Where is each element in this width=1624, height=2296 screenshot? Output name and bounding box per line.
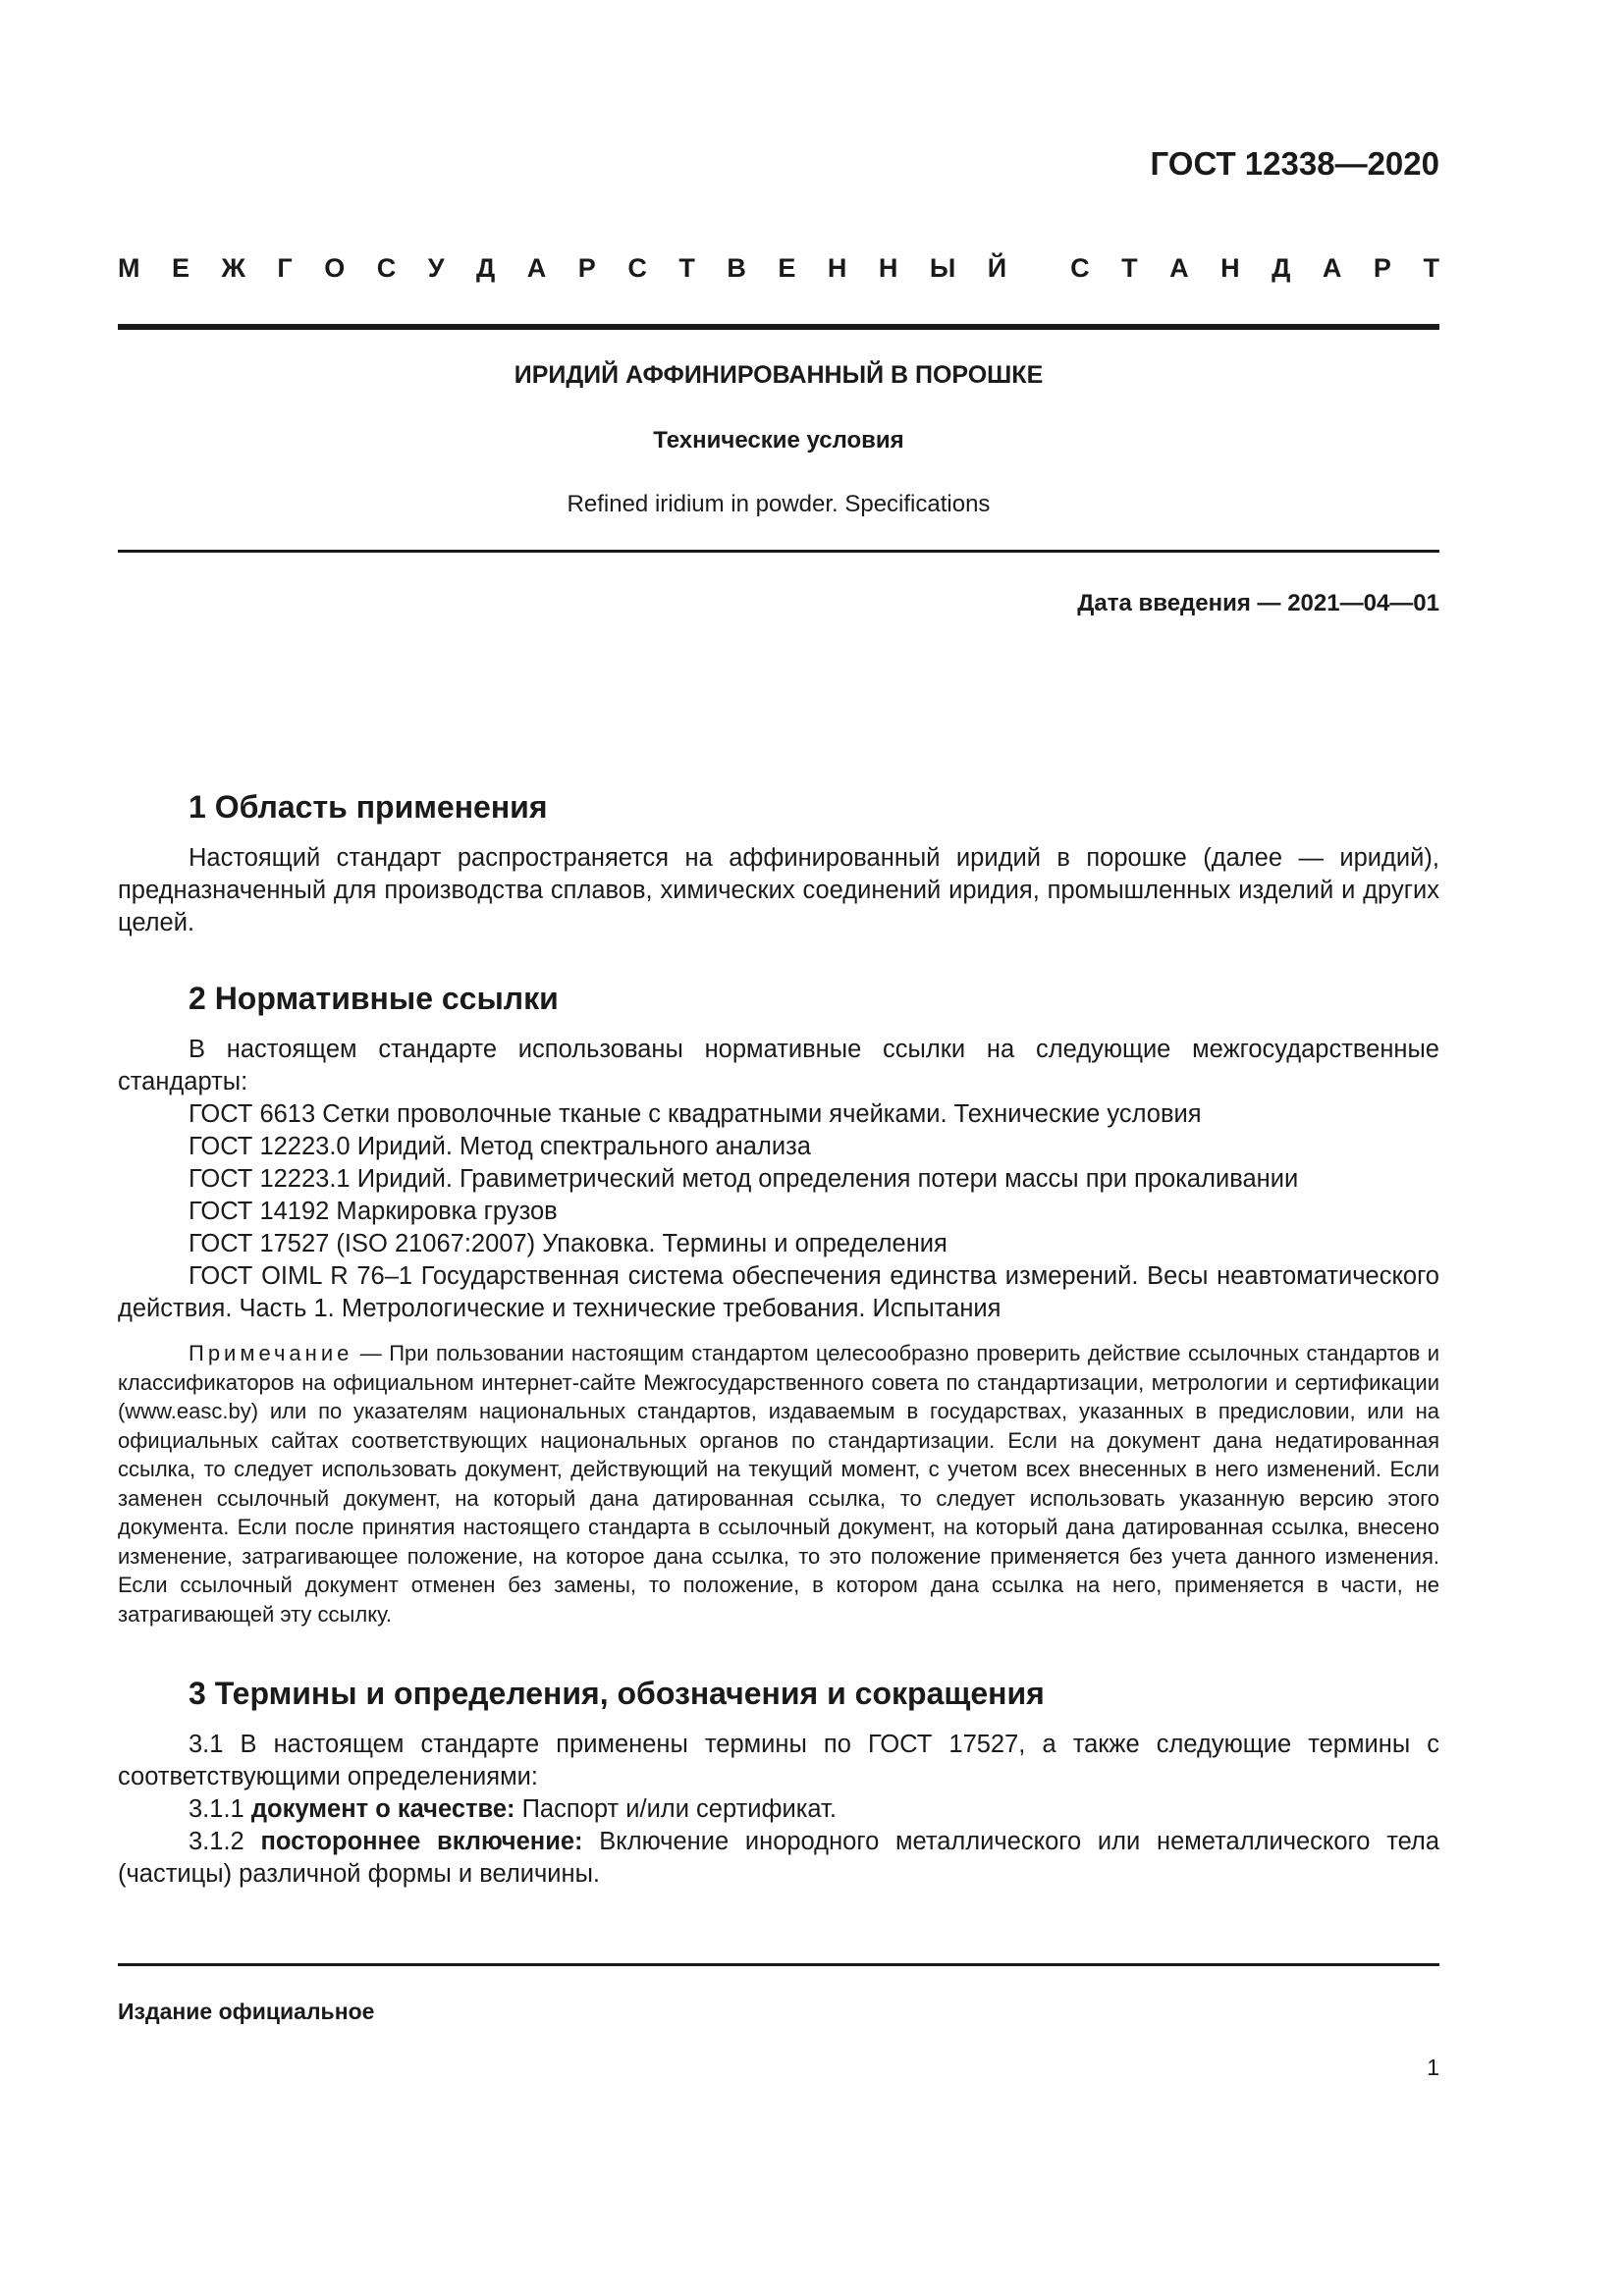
standard-type-letter: Р bbox=[1373, 253, 1391, 283]
document-body bbox=[118, 785, 1439, 1891]
reference-item: ГОСТ 17527 (ISO 21067:2007) Упаковка. Термины и определения bbox=[189, 1230, 947, 1257]
term: документ о качестве: bbox=[250, 1795, 515, 1823]
note-label: Примечание bbox=[189, 1341, 353, 1365]
introduction-date: Дата введения — 2021—04—01 bbox=[1077, 590, 1439, 616]
standard-type-letter: А bbox=[1322, 253, 1342, 283]
section-1-heading: 1 Область применения bbox=[189, 789, 548, 825]
standard-number: ГОСТ 12338—2020 bbox=[1150, 145, 1439, 182]
section-2-note bbox=[118, 1339, 1439, 1629]
standard-type-letter: Н bbox=[1220, 253, 1240, 283]
document-title-english: Refined iridium in powder. Specifications bbox=[567, 491, 991, 517]
reference-item: ГОСТ 12223.1 Иридий. Гравиметрический метод определения потери массы при прокаливании bbox=[189, 1165, 1299, 1193]
title-divider bbox=[118, 550, 1439, 553]
standard-type-letter: В bbox=[727, 253, 746, 283]
standard-type-letter: А bbox=[526, 253, 547, 283]
term: постороннее включение: bbox=[260, 1828, 583, 1855]
standard-type-letter: Е bbox=[778, 253, 796, 283]
standard-type-letter: Г bbox=[277, 253, 293, 283]
section-3-heading: 3 Термины и определения, обозначения и сокращения bbox=[189, 1676, 1045, 1711]
standard-type-letter: Р bbox=[577, 253, 596, 283]
standard-type-letter: Т bbox=[678, 253, 695, 283]
standard-type-letter: Ж bbox=[221, 253, 245, 283]
clause-3-1-2 bbox=[118, 1826, 1439, 1891]
standard-type-letter: Н bbox=[827, 253, 847, 283]
reference-item: ГОСТ OIML R 76–1 Государственная система обеспечения единства измерений. Весы неавтоматического действия. Часть 1. Метрологические и технические требования. Испытания bbox=[118, 1262, 1439, 1322]
standard-type-letter: А bbox=[1169, 253, 1189, 283]
section-2-heading: 2 Нормативные ссылки bbox=[189, 981, 559, 1016]
standard-type-letter: Т bbox=[1423, 253, 1439, 283]
reference-item: ГОСТ 6613 Сетки проволочные тканые с квадратными ячейками. Технические условия bbox=[189, 1100, 1202, 1128]
clause-number: 3.1.1 bbox=[189, 1795, 251, 1823]
clause-3-1: 3.1 В настоящем стандарте применены термины по ГОСТ 17527, а также следующие термины с соответствующими определениями: bbox=[118, 1731, 1439, 1790]
term-definition: Паспорт и/или сертификат. bbox=[514, 1795, 837, 1823]
standard-type bbox=[118, 253, 1439, 284]
standard-type-letter: Й bbox=[987, 253, 1007, 283]
standard-type-letter: Т bbox=[1121, 253, 1138, 283]
standard-type-letter: С bbox=[627, 253, 647, 283]
page-number: 1 bbox=[1427, 2055, 1439, 2080]
section-2-intro: В настоящем стандарте использованы нормативные ссылки на следующие межгосударственные стандарты: bbox=[118, 1036, 1439, 1095]
clause-number: 3.1.2 bbox=[189, 1828, 261, 1855]
footer-divider bbox=[118, 1963, 1439, 1966]
header-divider bbox=[118, 324, 1439, 330]
reference-item: ГОСТ 12223.0 Иридий. Метод спектрального анализа bbox=[189, 1133, 811, 1160]
note-text: — При пользовании настоящим стандартом целесообразно проверить действие ссылочных стандартов и классификаторов на официальном интернет-сайте Межгосударственного совета по стандартизации, метрологии и сертификации (www.easc.by) или по указателям национальных стандартов, издаваемым в государствах, указанных в предисловии, или на официальных сайтах соответствующих национальных органов по стандартизации. Если на документ дана недатированная ссылка, то следует использовать документ, действующий на текущий момент, с учетом всех внесенных в него изменений. Если заменен ссылочный документ, на который дана датированная ссылка, то следует использовать указанную версию этого документа. Если после принятия настоящего стандарта в ссылочный документ, на который дана датированная ссылка, внесено изменение, затрагивающее положение, на которое дана ссылка, то это положение применяется без учета данного изменения. Если ссылочный документ отменен без замены, то положение, в котором дана ссылка на него, применяется в части, не затрагивающей эту ссылку. bbox=[118, 1341, 1439, 1627]
standard-type-letter: Е bbox=[172, 253, 190, 283]
section-1-text: Настоящий стандарт распространяется на аффинированный иридий в порошке (далее — иридий), предназначенный для производства сплавов, химических соединений иридия, промышленных изделий и других целей. bbox=[118, 844, 1439, 936]
standard-type-letter: У bbox=[427, 253, 445, 283]
standard-type-letter: О bbox=[324, 253, 346, 283]
standard-type-letter: Д bbox=[476, 253, 496, 283]
standard-type-letter: Ы bbox=[929, 253, 956, 283]
standard-type-letter: Н bbox=[878, 253, 898, 283]
standard-type-letter: С bbox=[376, 253, 397, 283]
reference-item: ГОСТ 14192 Маркировка грузов bbox=[189, 1198, 558, 1225]
document-title: ИРИДИЙ АФФИНИРОВАННЫЙ В ПОРОШКЕ bbox=[514, 361, 1044, 389]
standard-type-letter: С bbox=[1070, 253, 1090, 283]
official-edition-label: Издание официальное bbox=[118, 1999, 375, 2024]
standard-type-letter: М bbox=[118, 253, 140, 283]
standard-type-letter: Д bbox=[1272, 253, 1291, 283]
clause-3-1-1 bbox=[118, 1793, 1439, 1826]
document-subtitle: Технические условия bbox=[653, 427, 904, 454]
term-definition: Включение инородного металлического или неметаллического тела (частицы) различной формы и величины. bbox=[118, 1828, 1439, 1888]
